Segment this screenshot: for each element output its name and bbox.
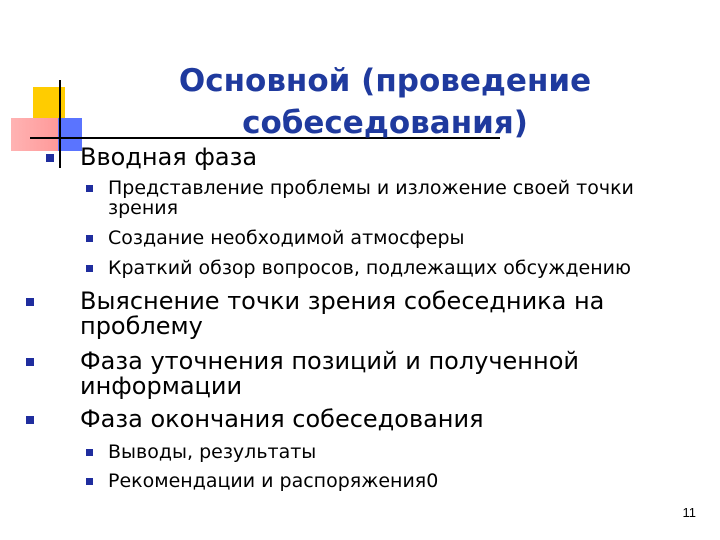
square-bullet-icon (26, 416, 34, 424)
square-bullet-icon (46, 154, 54, 162)
square-bullet-icon (86, 235, 93, 242)
bullet-text: Рекомендации и распоряжения0 (108, 470, 439, 492)
bullet-text: Выяснение точки зрения собеседника на проблему (80, 287, 605, 340)
bullet-item (108, 471, 668, 491)
square-bullet-icon (86, 478, 93, 485)
bullet-item (108, 178, 668, 218)
bullet-text: Краткий обзор вопросов, подлежащих обсуждению (108, 257, 631, 279)
decorative-blue-square (58, 118, 82, 151)
bullet-text: Фаза уточнения позиций и полученной информации (80, 347, 579, 400)
square-bullet-icon (86, 265, 93, 272)
square-bullet-icon (86, 449, 93, 456)
page-number: 11 (682, 505, 696, 520)
slide-title: Основной (проведение собеседования) (178, 63, 592, 141)
bullet-item (80, 145, 640, 170)
bullet-item (80, 349, 620, 399)
bullet-item (108, 258, 708, 278)
bullet-text: Представление проблемы и изложение своей точки зрения (108, 177, 634, 219)
square-bullet-icon (26, 358, 34, 366)
bullet-item (108, 442, 668, 462)
bullet-text: Фаза окончания собеседования (80, 405, 484, 433)
bullet-item (80, 407, 640, 432)
bullet-item (80, 289, 640, 339)
bullet-item (108, 228, 688, 248)
square-bullet-icon (26, 298, 34, 306)
bullet-text: Вводная фаза (80, 143, 258, 171)
bullet-text: Выводы, результаты (108, 441, 317, 463)
bullet-text: Создание необходимой атмосферы (108, 227, 465, 249)
decorative-pink-square (11, 118, 59, 151)
decorative-vertical-line (59, 80, 61, 168)
square-bullet-icon (86, 185, 93, 192)
